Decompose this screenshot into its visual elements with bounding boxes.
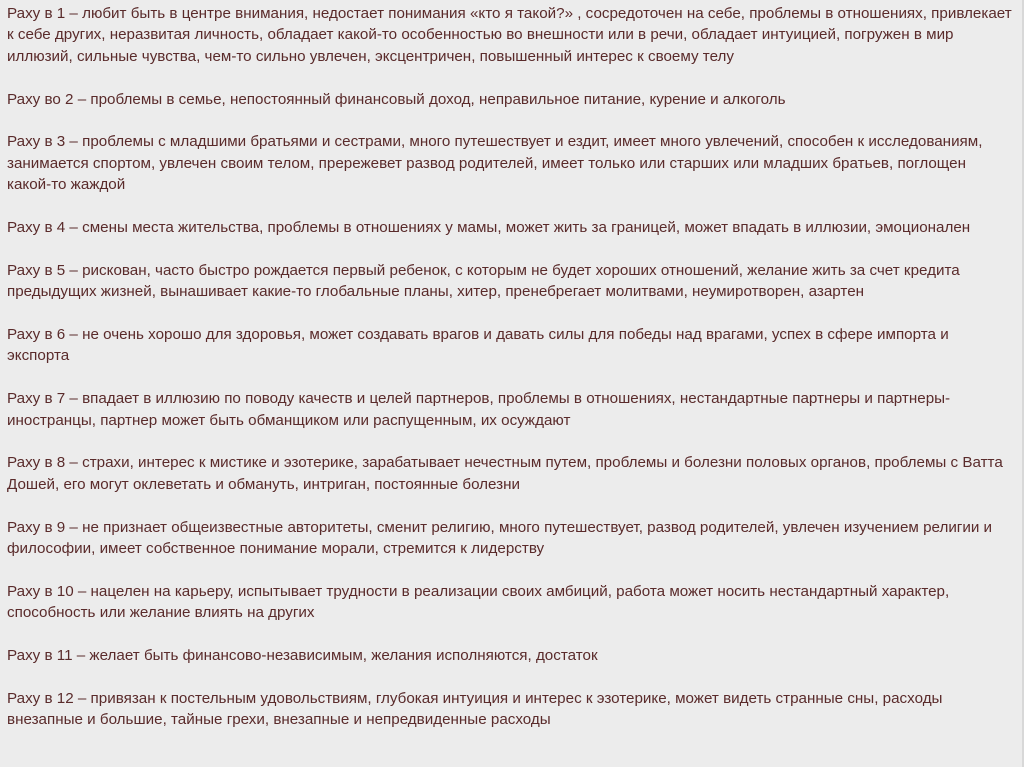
paragraph-rahu-9: Раху в 9 – не признает общеизвестные авторитеты, сменит религию, много путешествует, развод родителей, увлечен изучением религии и философии, имеет собственное понимание морали, стремится к лидерству	[7, 518, 993, 558]
paragraph-rahu-11: Раху в 11 – желает быть финансово-независимым, желания исполняются, достаток	[7, 647, 598, 665]
paragraph-rahu-1: Раху в 1 – любит быть в центре внимания, недостает понимания «кто я такой?» , сосредоточен на себе, проблемы в отношениях, привлекает к себе других, неразвитая личность, обладает какой-то особенностью во внешности или в речи, обладает интуицией, погружен в мир иллюзий, сильные чувства, чем-то сильно увлечен, эксцентричен, повышенный интерес к своему телу	[7, 5, 1012, 65]
paragraph-rahu-3: Раху в 3 – проблемы с младшими братьями и сестрами, много путешествует и ездит, имеет много увлечений, способен к исследованиям, занимается спортом, увлечен своим телом, прережевет развод родителей, имеет только или старших или младших братьев, поглощен какой-то жаждой	[7, 133, 983, 194]
paragraph-rahu-6: Раху в 6 – не очень хорошо для здоровья, может создавать врагов и давать силы для победы над врагами, успех в сфере импорта и экспорта	[7, 326, 949, 365]
paragraph-rahu-7: Раху в 7 – впадает в иллюзию по поводу качеств и целей партнеров, проблемы в отношениях, нестандартные партнеры и партнеры- иностранцы, партнер может быть обманщиком или распущенным, их осуждают	[7, 390, 951, 429]
paragraph-rahu-5: Раху в 5 – рискован, часто быстро рождается первый ребенок, с которым не будет хороших отношений, желание жить за счет кредита предыдущих жизней, вынашивает какие-то глобальные планы, хитер, пренебрегает молитвами, неумиротворен, азартен	[7, 261, 960, 301]
paragraph-rahu-12: Раху в 12 – привязан к постельным удовольствиям, глубокая интуиция и интерес к эзотерике, может видеть странные сны, расходы внезапные и большие, тайные грехи, внезапные и непредвиденные расходы	[7, 689, 943, 729]
paragraph-rahu-2: Раху во 2 – проблемы в семье, непостоянный финансовый доход, неправильное питание, курение и алкоголь	[7, 90, 786, 108]
paragraph-rahu-4: Раху в 4 – смены места жительства, проблемы в отношениях у мамы, может жить за границей, может впадать в иллюзии, эмоционален	[7, 219, 971, 237]
paragraph-rahu-10: Раху в 10 – нацелен на карьеру, испытывает трудности в реализации своих амбиций, работа может носить нестандартный характер, способность или желание влиять на других	[7, 582, 950, 622]
paragraph-rahu-8: Раху в 8 – страхи, интерес к мистике и эзотерике, зарабатывает нечестным путем, проблемы и болезни половых органов, проблемы с Ватта Дошей, его могут оклеветать и обмануть, интриган, постоянные болезни	[7, 454, 1003, 493]
